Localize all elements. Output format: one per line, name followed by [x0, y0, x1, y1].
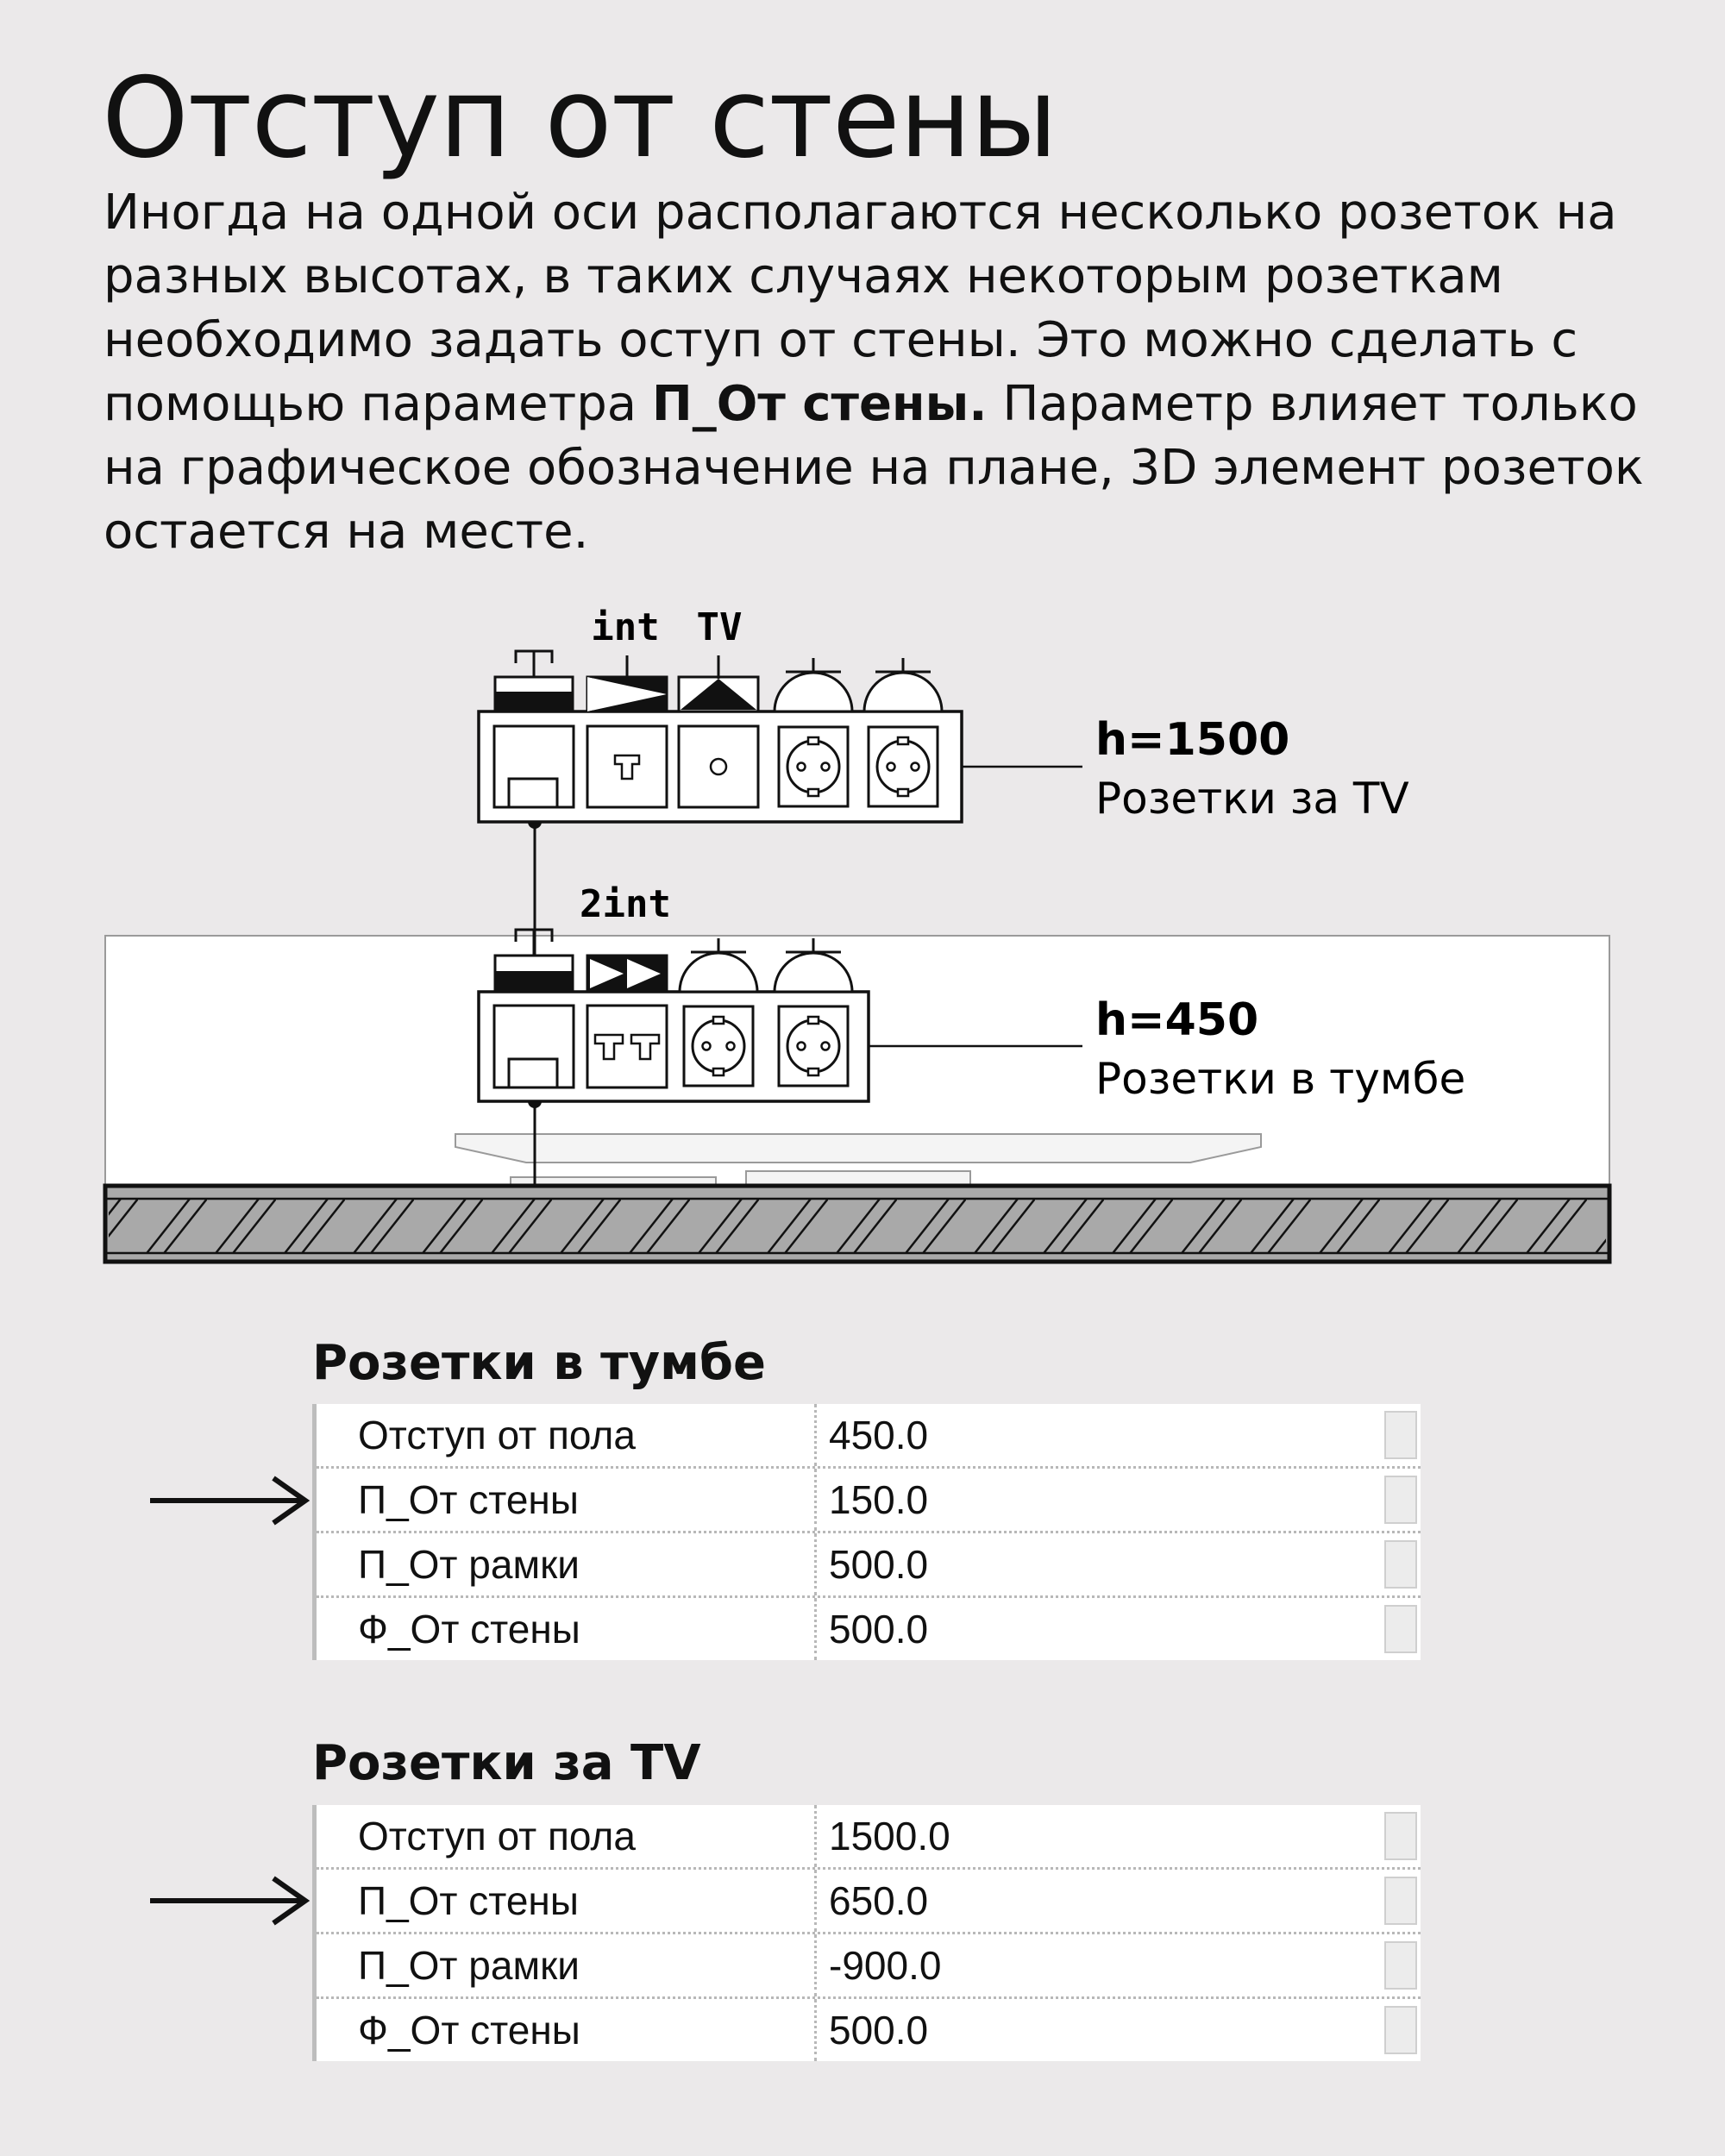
upper-height-label: h=1500 [1095, 714, 1290, 766]
table-title-tv: Розетки за TV [312, 1735, 701, 1791]
param-value[interactable]: 650.0 [829, 1878, 929, 1923]
param-value[interactable]: -900.0 [829, 1943, 942, 1988]
param-button[interactable] [1384, 1411, 1417, 1459]
lower-caption: Розетки в тумбе [1095, 1054, 1466, 1104]
power-socket-symbol [775, 658, 852, 711]
intro-bold-param: П_От стены. [651, 376, 988, 432]
param-value[interactable]: 500.0 [829, 1542, 929, 1587]
param-value[interactable]: 500.0 [829, 2008, 929, 2053]
tv-stand-shape [455, 1134, 1261, 1163]
intro-text-after: Параметр влияет только на графическое обозначение на плане, 3D элемент розеток остается на месте. [104, 376, 1644, 560]
param-name: П_От стены [317, 1870, 817, 1932]
table-row [317, 1469, 1421, 1533]
param-button[interactable] [1384, 1540, 1417, 1589]
table-row [317, 1404, 1421, 1469]
properties-table-tv [312, 1805, 1421, 2061]
param-button[interactable] [1384, 1941, 1417, 1990]
param-name: Ф_От стены [317, 1999, 817, 2061]
param-name: Отступ от пола [317, 1805, 817, 1867]
param-button[interactable] [1384, 1605, 1417, 1653]
upper-caption: Розетки за TV [1095, 774, 1409, 824]
table-title-cabinet: Розетки в тумбе [312, 1335, 766, 1391]
tv-label: TV [696, 605, 743, 649]
param-button[interactable] [1384, 1812, 1417, 1860]
param-name: Ф_От стены [317, 1598, 817, 1660]
table-row [317, 1805, 1421, 1870]
int-label: int [591, 605, 660, 649]
power-socket-symbol [864, 658, 942, 711]
page-title: Отступ от стены [102, 54, 1057, 183]
param-value[interactable]: 500.0 [829, 1607, 929, 1651]
upper-socket-group [479, 605, 1409, 824]
tv-stand-base [746, 1171, 970, 1185]
param-value[interactable]: 1500.0 [829, 1814, 950, 1858]
tv-symbol [679, 605, 758, 711]
intro-paragraph [104, 181, 1673, 564]
param-value[interactable]: 150.0 [829, 1477, 929, 1522]
param-button[interactable] [1384, 2006, 1417, 2054]
param-button[interactable] [1384, 1476, 1417, 1524]
param-name: П_От рамки [317, 1934, 817, 1996]
table-row [317, 1598, 1421, 1660]
param-name: П_От стены [317, 1469, 817, 1531]
properties-table-cabinet [312, 1404, 1421, 1660]
param-value[interactable]: 450.0 [829, 1413, 929, 1457]
box-symbol [495, 651, 573, 711]
table-row [317, 1934, 1421, 1999]
wall-hatch [109, 1199, 1606, 1253]
param-button[interactable] [1384, 1877, 1417, 1925]
param-name: Отступ от пола [317, 1404, 817, 1466]
int-symbol [587, 605, 667, 711]
table-row [317, 1533, 1421, 1598]
sockets-plan-diagram [0, 586, 1725, 1276]
intro-text-before: Иногда на одной оси располагаются несколько розеток на разных высотах, в таких случаях некоторым розеткам необходимо задать оступ от стены. Это можно сделать с помощью параметра [104, 185, 1617, 432]
param-name: П_От рамки [317, 1533, 817, 1595]
lower-height-label: h=450 [1095, 994, 1259, 1046]
table-row [317, 1870, 1421, 1934]
table-row [317, 1999, 1421, 2061]
arrow-icon [148, 1475, 312, 1526]
2int-label: 2int [580, 882, 671, 926]
arrow-icon [148, 1875, 312, 1927]
